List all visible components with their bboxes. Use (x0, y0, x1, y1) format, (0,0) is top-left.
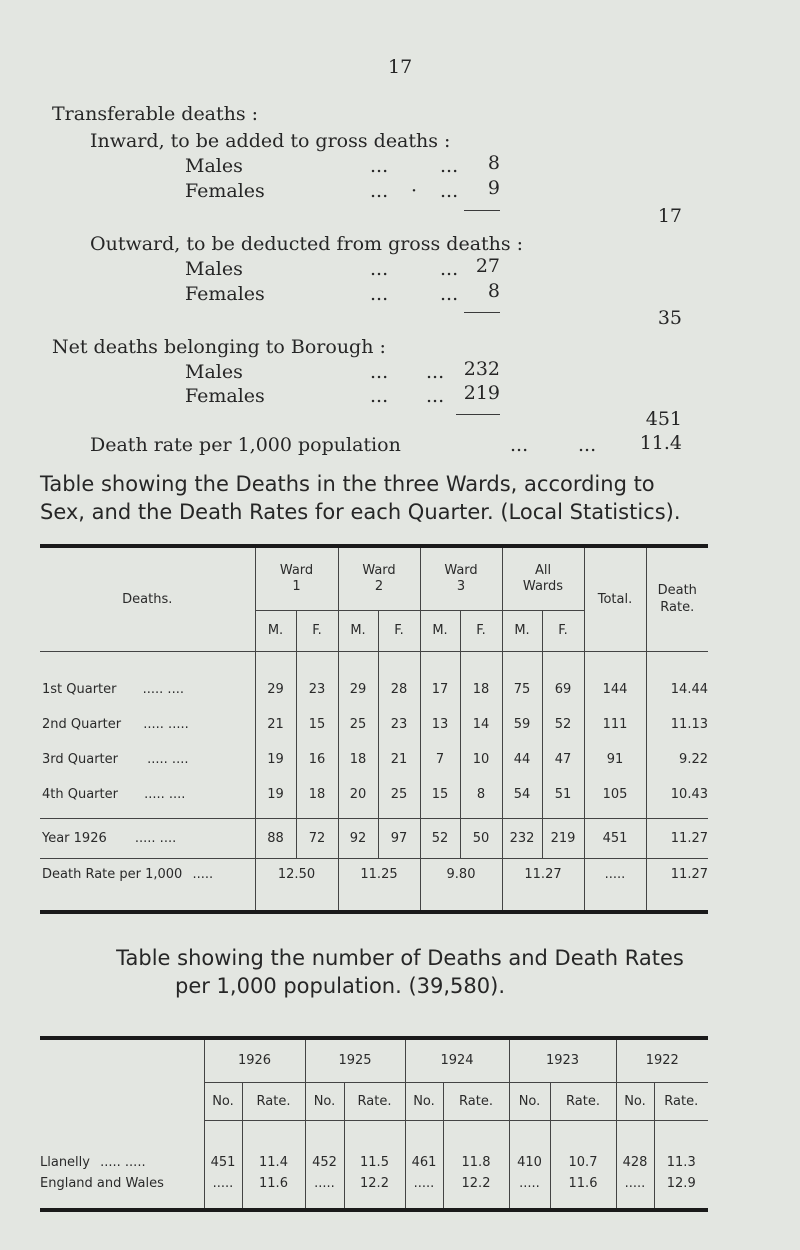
net-heading: Net deaths belonging to Borough : (52, 336, 386, 358)
table2-rate-header: Rate. (242, 1082, 305, 1120)
table2-no-header: No. (305, 1082, 344, 1120)
net-males-value: 232 (463, 358, 500, 380)
outward-females-leader-2: ... (440, 283, 459, 305)
cell-w3m: 7 (420, 732, 460, 767)
cell-no: ..... (305, 1170, 344, 1210)
table1-ward3-f: F. (460, 610, 502, 651)
cell-af: 69 (542, 651, 584, 697)
cell-am: 59 (502, 697, 542, 732)
cell-no: ..... (616, 1170, 654, 1210)
table1-col-wards-label: Wards (522, 578, 564, 594)
table1-all-f: F. (542, 610, 584, 651)
inward-females-leader-dot: · (411, 180, 418, 202)
transferable-heading: Transferable deaths : (52, 103, 259, 125)
cell-w3f: 8 (460, 767, 502, 802)
row-label (40, 697, 255, 732)
table2-year-col: 1926 (204, 1038, 305, 1082)
net-males-leader-1: ... (370, 361, 389, 383)
cell-w1m: 19 (255, 732, 296, 767)
row-label (40, 767, 255, 802)
row-label (40, 858, 255, 912)
net-males-label: Males (185, 361, 243, 383)
table-row (40, 1170, 708, 1210)
cell-rate: 11.13 (646, 697, 708, 732)
cell-total: 91 (584, 732, 646, 767)
cell-am: 54 (502, 767, 542, 802)
inward-females-leader-1: ... (370, 180, 389, 202)
cell-all-rate: 11.27 (502, 858, 584, 912)
cell-no: 461 (405, 1120, 443, 1170)
cell-w2f: 23 (378, 697, 420, 732)
cell-rate: 11.6 (242, 1170, 305, 1210)
cell-rate: 14.44 (646, 651, 708, 697)
table2-heading-line2: per 1,000 population. (39,580). (175, 974, 505, 998)
table2-year-col: 1923 (509, 1038, 616, 1082)
outward-females-value: 8 (487, 280, 500, 302)
table-row (40, 697, 708, 732)
row-dots: ..... .... (144, 787, 186, 802)
outward-males-value: 27 (475, 255, 500, 277)
inward-subtotal-rule (464, 210, 500, 211)
row-label-text: England and Wales (40, 1176, 164, 1191)
table2-year-col: 1922 (616, 1038, 708, 1082)
table1-col-ward2 (338, 546, 420, 610)
cell-w1m: 88 (255, 818, 296, 858)
row-dots: ..... ..... (100, 1155, 146, 1170)
inward-females-leader-2: ... (440, 180, 459, 202)
cell-rate: 10.43 (646, 767, 708, 802)
table2-corner (40, 1038, 204, 1082)
table1-all-m: M. (502, 610, 542, 651)
cell-w1-rate: 12.50 (255, 858, 338, 912)
cell-no: 452 (305, 1120, 344, 1170)
row-label-text: 3rd Quarter (42, 752, 118, 767)
table1-col-ward3 (420, 546, 502, 610)
cell-rate: 12.2 (443, 1170, 509, 1210)
row-label-text: Year 1926 (42, 830, 107, 846)
cell-w3f: 18 (460, 651, 502, 697)
row-dots: ..... (192, 866, 214, 882)
cell-w3-rate: 9.80 (420, 858, 502, 912)
cell-no: ..... (405, 1170, 443, 1210)
row-label (40, 1170, 204, 1210)
inward-heading: Inward, to be added to gross deaths : (90, 130, 451, 152)
table-row (40, 732, 708, 767)
table2-no-header: No. (204, 1082, 242, 1120)
cell-w1f: 16 (296, 732, 338, 767)
table1-col-ward1-num: 1 (292, 578, 301, 594)
cell-af: 219 (542, 818, 584, 858)
outward-males-label: Males (185, 258, 243, 280)
table-row (40, 1120, 708, 1170)
table1-col-ward2-num: 2 (374, 578, 384, 594)
table-row-year-total (40, 818, 708, 858)
cell-w3f: 14 (460, 697, 502, 732)
table1-col-deaths: Deaths. (40, 546, 255, 651)
cell-w3m: 52 (420, 818, 460, 858)
cell-rate: 11.4 (242, 1120, 305, 1170)
cell-w2m: 25 (338, 697, 378, 732)
table2-heading (40, 944, 760, 1000)
table1-ward1-f: F. (296, 610, 338, 651)
cell-w3f: 10 (460, 732, 502, 767)
table2-year-col: 1924 (405, 1038, 509, 1082)
death-rate-value: 11.4 (639, 432, 682, 454)
net-total: 451 (645, 408, 682, 430)
cell-total: 451 (584, 818, 646, 858)
cell-rate: 12.9 (654, 1170, 708, 1210)
table-row (40, 651, 708, 697)
inward-females-value: 9 (487, 177, 500, 199)
cell-w3m: 17 (420, 651, 460, 697)
table2-no-header: No. (509, 1082, 550, 1120)
row-label (40, 651, 255, 697)
table1-col-rate-label: Rate. (660, 600, 695, 616)
cell-total-rate: ..... (584, 858, 646, 912)
cell-w2-rate: 11.25 (338, 858, 420, 912)
cell-w2f: 21 (378, 732, 420, 767)
outward-heading: Outward, to be deducted from gross deaths : (90, 233, 524, 255)
table1-col-death-label: Death (657, 583, 697, 599)
cell-w1f: 23 (296, 651, 338, 697)
cell-w2f: 25 (378, 767, 420, 802)
table1-heading (40, 470, 681, 526)
cell-no: 451 (204, 1120, 242, 1170)
outward-total: 35 (657, 307, 682, 329)
net-females-leader-1: ... (370, 385, 389, 407)
net-females-label: Females (185, 385, 265, 407)
cell-total: 105 (584, 767, 646, 802)
death-rate-leader-2: ... (578, 434, 597, 456)
row-dots: ..... .... (142, 682, 184, 697)
deaths-rates-comparison-table (40, 1036, 708, 1212)
outward-females-leader-1: ... (370, 283, 389, 305)
cell-total: 144 (584, 651, 646, 697)
death-rate-leader-1: ... (510, 434, 529, 456)
outward-subtotal-rule (464, 312, 500, 313)
cell-af: 51 (542, 767, 584, 802)
cell-rate: 12.2 (344, 1170, 405, 1210)
table2-rate-header: Rate. (344, 1082, 405, 1120)
table1-col-ward3-label: Ward (444, 562, 478, 578)
cell-w2m: 18 (338, 732, 378, 767)
table2-rate-header: Rate. (443, 1082, 509, 1120)
cell-w2f: 97 (378, 818, 420, 858)
table2-rate-header: Rate. (654, 1082, 708, 1120)
death-rate-label: Death rate per 1,000 population (90, 434, 401, 456)
page-number: 17 (388, 56, 413, 78)
row-label-text: 1st Quarter (42, 682, 117, 697)
table2-no-header: No. (616, 1082, 654, 1120)
net-males-leader-2: ... (426, 361, 445, 383)
ward-deaths-table (40, 544, 708, 914)
row-label (40, 818, 255, 858)
table2-year-col: 1925 (305, 1038, 405, 1082)
cell-w3f: 50 (460, 818, 502, 858)
table2-rate-header: Rate. (550, 1082, 616, 1120)
cell-af: 47 (542, 732, 584, 767)
table2-year-header-row (40, 1038, 708, 1082)
net-subtotal-rule (456, 414, 500, 415)
table1-ward2-m: M. (338, 610, 378, 651)
cell-w1m: 29 (255, 651, 296, 697)
cell-rate: 11.6 (550, 1170, 616, 1210)
cell-w3m: 13 (420, 697, 460, 732)
table2-subheader-row (40, 1082, 708, 1120)
table1-heading-line1: Table showing the Deaths in the three Wards, according to (40, 472, 655, 496)
table1-col-death-rate (646, 546, 708, 651)
inward-females-label: Females (185, 180, 265, 202)
cell-w1f: 18 (296, 767, 338, 802)
row-dots: ..... ..... (143, 717, 189, 732)
cell-total: 111 (584, 697, 646, 732)
table1-col-all-label: All (534, 562, 552, 578)
table2-heading-line1: Table showing the number of Deaths and Death Rates (116, 946, 684, 970)
table1-heading-line2: Sex, and the Death Rates for each Quarter. (Local Statistics). (40, 500, 681, 524)
row-label-text: 2nd Quarter (42, 717, 122, 732)
table1-ward3-m: M. (420, 610, 460, 651)
cell-no: 428 (616, 1120, 654, 1170)
inward-males-leader-1: ... (370, 155, 389, 177)
table1-header-row (40, 546, 708, 610)
cell-no: 410 (509, 1120, 550, 1170)
row-label-text: Llanelly (40, 1155, 90, 1170)
cell-w1f: 15 (296, 697, 338, 732)
table1-ward2-f: F. (378, 610, 420, 651)
cell-w2f: 28 (378, 651, 420, 697)
cell-af: 52 (542, 697, 584, 732)
table1-col-all-wards (502, 546, 584, 610)
row-dots: ..... .... (147, 752, 189, 767)
outward-females-label: Females (185, 283, 265, 305)
table1-col-ward2-label: Ward (362, 562, 396, 578)
outward-males-leader-2: ... (440, 258, 459, 280)
net-females-leader-2: ... (426, 385, 445, 407)
table-row-death-rate (40, 858, 708, 912)
outward-males-leader-1: ... (370, 258, 389, 280)
cell-w1m: 21 (255, 697, 296, 732)
cell-rate: 10.7 (550, 1120, 616, 1170)
table1-spacer (40, 802, 708, 818)
cell-w3m: 15 (420, 767, 460, 802)
cell-w2m: 20 (338, 767, 378, 802)
inward-males-leader-2: ... (440, 155, 459, 177)
table1-col-ward1-label: Ward (279, 562, 314, 578)
cell-am: 75 (502, 651, 542, 697)
cell-w1f: 72 (296, 818, 338, 858)
cell-no: ..... (204, 1170, 242, 1210)
cell-no: ..... (509, 1170, 550, 1210)
cell-w2m: 29 (338, 651, 378, 697)
cell-rate: 11.3 (654, 1120, 708, 1170)
cell-rate: 11.27 (646, 818, 708, 858)
row-label-text: Death Rate per 1,000 (42, 866, 183, 882)
cell-w1m: 19 (255, 767, 296, 802)
cell-rate: 11.5 (344, 1120, 405, 1170)
table1-ward1-m: M. (255, 610, 296, 651)
table1-col-ward1 (255, 546, 338, 610)
table-row (40, 767, 708, 802)
table1-col-total: Total. (584, 546, 646, 651)
row-label-text: 4th Quarter (42, 787, 118, 802)
table2-no-header: No. (405, 1082, 443, 1120)
cell-am: 44 (502, 732, 542, 767)
cell-rate: 11.27 (646, 858, 708, 912)
net-females-value: 219 (463, 382, 500, 404)
row-label (40, 1120, 204, 1170)
row-label (40, 732, 255, 767)
inward-total: 17 (657, 205, 682, 227)
cell-rate: 11.8 (443, 1120, 509, 1170)
cell-am: 232 (502, 818, 542, 858)
row-dots: ..... .... (134, 830, 177, 846)
cell-w2m: 92 (338, 818, 378, 858)
table1-col-ward3-num: 3 (456, 578, 466, 594)
inward-males-value: 8 (487, 152, 500, 174)
cell-rate: 9.22 (646, 732, 708, 767)
inward-males-label: Males (185, 155, 243, 177)
